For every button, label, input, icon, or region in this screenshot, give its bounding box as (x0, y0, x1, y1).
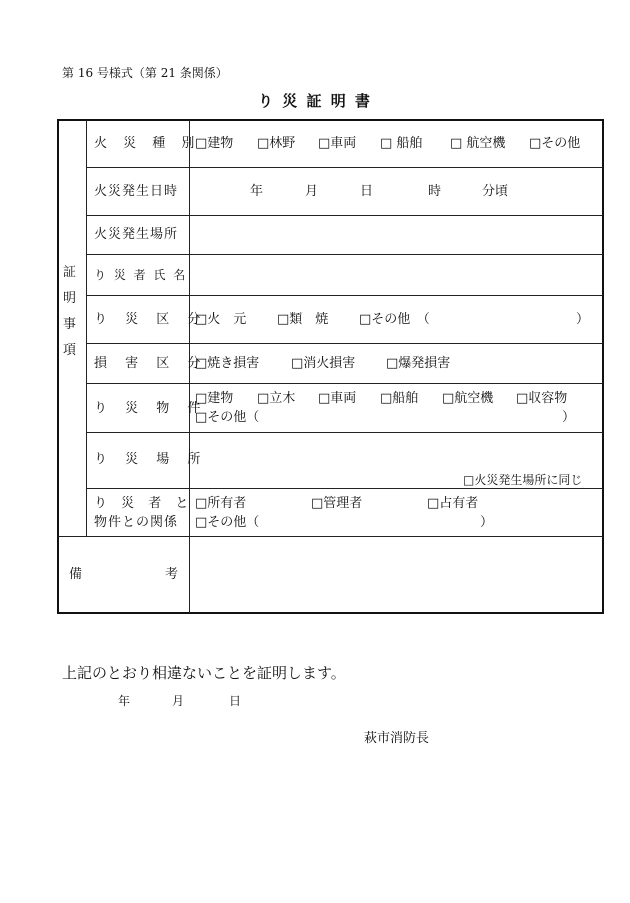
row-divider (86, 383, 603, 384)
month-unit: 月 (305, 184, 319, 199)
damage-other-checkbox[interactable]: □その他 （ (359, 312, 430, 327)
loss-burn-checkbox[interactable]: □焼き損害 (195, 356, 260, 371)
damage-location-label: り 災 場 所 (94, 452, 208, 467)
column-divider (86, 120, 87, 537)
property-ship-checkbox[interactable]: □船舶 (380, 391, 419, 406)
row-divider (86, 215, 603, 216)
issue-year-unit: 年 (118, 694, 131, 708)
minute-unit: 分頃 (482, 184, 509, 199)
relation-label-line1: り 災 者 と (94, 496, 194, 511)
property-contents-checkbox[interactable]: □収容物 (516, 391, 568, 406)
section-label: 証 明 事 項 (63, 265, 77, 358)
fire-type-other-checkbox[interactable]: □その他 (529, 136, 581, 151)
victim-name-field[interactable] (191, 256, 602, 294)
property-vehicle-checkbox[interactable]: □車両 (318, 391, 357, 406)
remarks-field[interactable] (191, 538, 602, 612)
relation-label-line2: 物件との関係 (94, 515, 179, 530)
loss-extinguish-checkbox[interactable]: □消火損害 (291, 356, 356, 371)
damage-origin-checkbox[interactable]: □火 元 (195, 312, 247, 327)
property-other-close: ） (562, 410, 576, 425)
document-title: り 災 証 明 書 (258, 92, 372, 110)
fire-type-label: 火 災 種 別 (94, 136, 201, 151)
fire-location-field[interactable] (191, 217, 602, 253)
day-unit: 日 (360, 184, 374, 199)
fire-type-vehicle-checkbox[interactable]: □車両 (318, 136, 357, 151)
property-aircraft-checkbox[interactable]: □航空機 (442, 391, 494, 406)
fire-type-aircraft-checkbox[interactable]: □ 航空機 (450, 136, 506, 151)
row-divider (86, 295, 603, 296)
property-other-checkbox[interactable]: □その他（ (195, 410, 260, 425)
property-tree-checkbox[interactable]: □立木 (257, 391, 296, 406)
row-divider (86, 254, 603, 255)
row-divider (58, 536, 603, 537)
victim-name-label: り 災 者 氏 名 (94, 268, 188, 282)
damaged-property-label: り 災 物 件 (94, 401, 208, 416)
remarks-label-left: 備 (69, 567, 83, 582)
form-number: 第 16 号様式（第 21 条関係） (62, 66, 228, 80)
fire-type-building-checkbox[interactable]: □建物 (195, 136, 234, 151)
damage-other-close: ） (576, 312, 590, 327)
relation-other-checkbox[interactable]: □その他（ (195, 515, 260, 530)
same-as-fire-location-checkbox[interactable]: □火災発生場所に同じ (463, 473, 583, 487)
row-divider (86, 167, 603, 168)
property-building-checkbox[interactable]: □建物 (195, 391, 234, 406)
loss-explosion-checkbox[interactable]: □爆発損害 (386, 356, 451, 371)
fire-datetime-label: 火災発生日時 (94, 184, 179, 199)
remarks-label-right: 考 (165, 567, 179, 582)
fire-type-ship-checkbox[interactable]: □ 船舶 (380, 136, 423, 151)
issuer-name: 萩市消防長 (364, 731, 430, 746)
certification-statement: 上記のとおり相違ないことを証明します。 (62, 664, 346, 682)
loss-category-label: 損 害 区 分 (94, 356, 208, 371)
relation-manager-checkbox[interactable]: □管理者 (311, 496, 363, 511)
issue-month-unit: 月 (172, 694, 185, 708)
relation-owner-checkbox[interactable]: □所有者 (195, 496, 247, 511)
year-unit: 年 (250, 184, 264, 199)
fire-location-label: 火災発生場所 (94, 227, 179, 242)
relation-occupant-checkbox[interactable]: □占有者 (427, 496, 479, 511)
issue-day-unit: 日 (229, 694, 242, 708)
damage-category-label: り 災 区 分 (94, 312, 208, 327)
fire-type-forest-checkbox[interactable]: □林野 (257, 136, 296, 151)
damage-spread-checkbox[interactable]: □類 焼 (277, 312, 329, 327)
hour-unit: 時 (428, 184, 442, 199)
relation-other-close: ） (480, 515, 494, 530)
row-divider (86, 488, 603, 489)
row-divider (86, 343, 603, 344)
row-divider (86, 432, 603, 433)
